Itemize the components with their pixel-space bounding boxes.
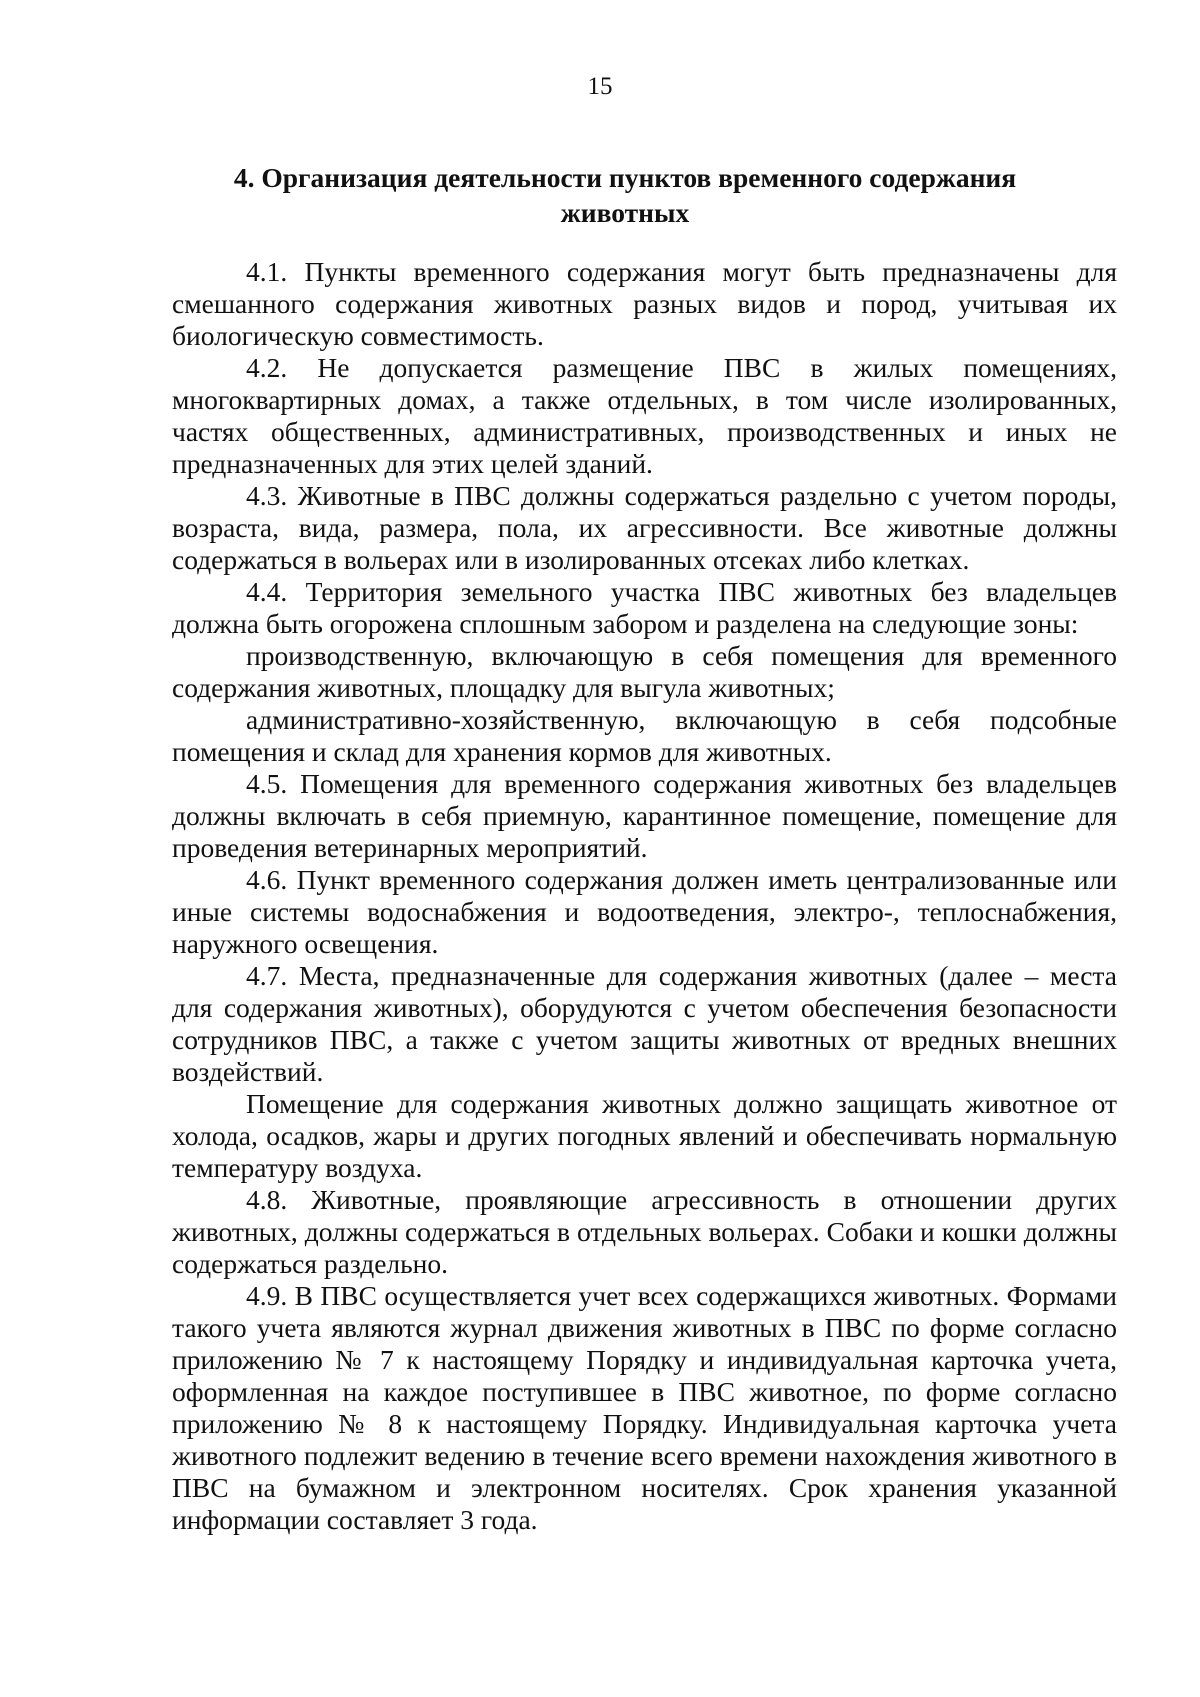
paragraph-4-4-zone-administrative: административно-хозяйственную, включающую в себя подсобные помещения и склад для хранения кормов для животных. xyxy=(172,704,1117,767)
paragraph-4-5: 4.5. Помещения для временного содержания животных без владельцев должны включать в себя приемную, карантинное помещение, помещение для проведения ветеринарных мероприятий. xyxy=(172,768,1117,863)
paragraph-4-1: 4.1. Пункты временного содержания могут быть предназначены для смешанного содержания животных разных видов и пород, учитывая их биологическую совместимость. xyxy=(172,256,1117,351)
paragraph-4-2: 4.2. Не допускается размещение ПВС в жилых помещениях, многоквартирных домах, а также отдельных, в том числе изолированных, частях общественных, административных, производственных и иных не предназначенных для этих целей зданий. xyxy=(172,352,1117,479)
paragraph-4-8: 4.8. Животные, проявляющие агрессивность в отношении других животных, должны содержаться в отдельных вольерах. Собаки и кошки должны содержаться раздельно. xyxy=(172,1184,1117,1279)
paragraph-4-4: 4.4. Территория земельного участка ПВС животных без владельцев должна быть огорожена сплошным забором и разделена на следующие зоны: xyxy=(172,576,1117,639)
section-title: 4. Организация деятельности пунктов временного содержания животных xyxy=(233,162,1017,228)
section-body xyxy=(172,256,1117,1536)
paragraph-4-3: 4.3. Животные в ПВС должны содержаться раздельно с учетом породы, возраста, вида, размера, пола, их агрессивности. Все животные должны содержаться в вольерах или в изолированных отсеках либо клетках. xyxy=(172,480,1117,575)
paragraph-4-7-premises: Помещение для содержания животных должно защищать животное от холода, осадков, жары и других погодных явлений и обеспечивать нормальную температуру воздуха. xyxy=(172,1088,1117,1183)
paragraph-4-9: 4.9. В ПВС осуществляется учет всех содержащихся животных. Формами такого учета являются журнал движения животных в ПВС по форме согласно приложению № 7 к настоящему Порядку и индивидуальная карточка учета, оформленная на каждое поступившее в ПВС животное, по форме согласно приложению № 8 к настоящему Порядку. Индивидуальная карточка учета животного подлежит ведению в течение всего времени нахождения животного в ПВС на бумажном и электронном носителях. Срок хранения указанной информации составляет 3 года. xyxy=(172,1280,1117,1535)
paragraph-4-6: 4.6. Пункт временного содержания должен иметь централизованные или иные системы водоснабжения и водоотведения, электро-, теплоснабжения, наружного освещения. xyxy=(172,864,1117,959)
page-number: 15 xyxy=(587,73,613,100)
paragraph-4-4-zone-production: производственную, включающую в себя помещения для временного содержания животных, площадку для выгула животных; xyxy=(172,640,1117,703)
paragraph-4-7: 4.7. Места, предназначенные для содержания животных (далее – места для содержания животных), оборудуются с учетом обеспечения безопасности сотрудников ПВС, а также с учетом защиты животных от вредных внешних воздействий. xyxy=(172,960,1117,1087)
